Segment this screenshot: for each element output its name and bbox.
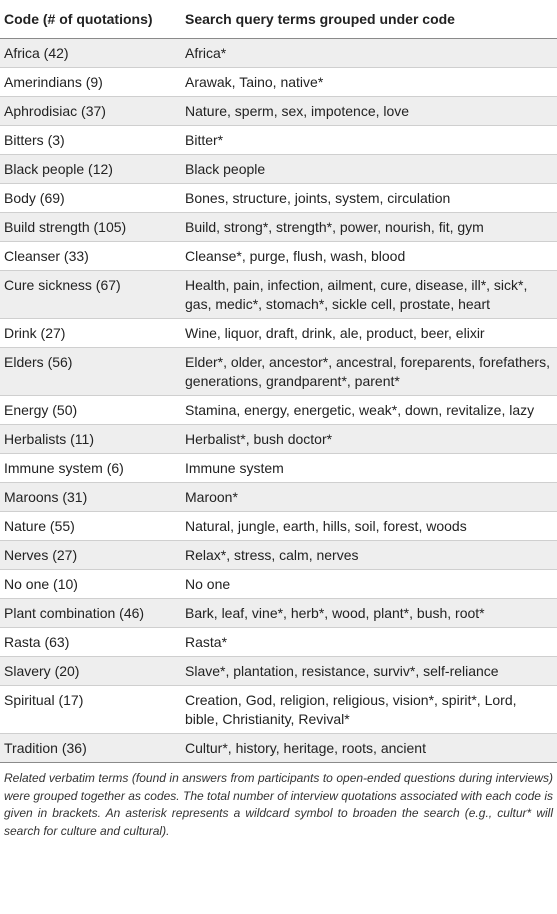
code-cell: Tradition (36) [0,734,181,763]
terms-cell: Bitter* [181,126,557,155]
table-row [0,348,557,396]
terms-cell: Africa* [181,39,557,68]
terms-cell: Wine, liquor, draft, drink, ale, product, beer, elixir [181,319,557,348]
code-cell: Body (69) [0,184,181,213]
code-cell: Nature (55) [0,512,181,541]
code-cell: Black people (12) [0,155,181,184]
terms-cell: Immune system [181,454,557,483]
code-cell: Maroons (31) [0,483,181,512]
table-row [0,657,557,686]
code-cell: Cure sickness (67) [0,271,181,319]
table-row [0,483,557,512]
table-row [0,39,557,68]
code-cell: Aphrodisiac (37) [0,97,181,126]
table-row [0,628,557,657]
table-row [0,734,557,763]
table-row [0,271,557,319]
terms-cell: Stamina, energy, energetic, weak*, down, revitalize, lazy [181,396,557,425]
table-row [0,68,557,97]
table-row [0,425,557,454]
code-cell: Nerves (27) [0,541,181,570]
table-row [0,242,557,271]
table-row [0,155,557,184]
terms-cell: Bones, structure, joints, system, circulation [181,184,557,213]
table-row [0,396,557,425]
terms-cell: Natural, jungle, earth, hills, soil, forest, woods [181,512,557,541]
terms-cell: Build, strong*, strength*, power, nourish, fit, gym [181,213,557,242]
terms-cell: No one [181,570,557,599]
header-row [0,0,557,39]
terms-cell: Relax*, stress, calm, nerves [181,541,557,570]
code-cell: Immune system (6) [0,454,181,483]
table-row [0,126,557,155]
code-cell: Elders (56) [0,348,181,396]
code-cell: Herbalists (11) [0,425,181,454]
table-row [0,686,557,734]
terms-cell: Health, pain, infection, ailment, cure, disease, ill*, sick*, gas, medic*, stomach*, sickle cell, prostate, heart [181,271,557,319]
code-cell: Rasta (63) [0,628,181,657]
code-cell: Cleanser (33) [0,242,181,271]
table-row [0,454,557,483]
code-cell: Spiritual (17) [0,686,181,734]
terms-cell: Cleanse*, purge, flush, wash, blood [181,242,557,271]
table-body [0,39,557,763]
code-cell: Africa (42) [0,39,181,68]
table-row [0,97,557,126]
terms-cell: Arawak, Taino, native* [181,68,557,97]
terms-cell: Nature, sperm, sex, impotence, love [181,97,557,126]
terms-cell: Bark, leaf, vine*, herb*, wood, plant*, bush, root* [181,599,557,628]
header-terms: Search query terms grouped under code [181,0,557,39]
terms-cell: Black people [181,155,557,184]
code-cell: Build strength (105) [0,213,181,242]
code-cell: Plant combination (46) [0,599,181,628]
table-row [0,570,557,599]
code-cell: No one (10) [0,570,181,599]
terms-cell: Elder*, older, ancestor*, ancestral, foreparents, forefathers, generations, grandparent*, parent* [181,348,557,396]
code-cell: Amerindians (9) [0,68,181,97]
header-code: Code (# of quotations) [0,0,181,39]
terms-cell: Herbalist*, bush doctor* [181,425,557,454]
code-cell: Energy (50) [0,396,181,425]
table-row [0,184,557,213]
terms-cell: Slave*, plantation, resistance, surviv*, self-reliance [181,657,557,686]
table-row [0,319,557,348]
code-cell: Bitters (3) [0,126,181,155]
code-cell: Drink (27) [0,319,181,348]
code-cell: Slavery (20) [0,657,181,686]
table-row [0,599,557,628]
table-header [0,0,557,39]
table-footnote: Related verbatim terms (found in answers from participants to open-ended questions during interviews) were grouped together as codes. The total number of interview quotations associated with each code is given in brackets. An asterisk represents a wildcard symbol to broaden the search (e.g., cultur* will search for culture and cultural). [4,771,553,838]
terms-cell: Rasta* [181,628,557,657]
terms-cell: Maroon* [181,483,557,512]
terms-cell: Creation, God, religion, religious, vision*, spirit*, Lord, bible, Christianity, Revival* [181,686,557,734]
table-row [0,213,557,242]
table-row [0,541,557,570]
table-row [0,512,557,541]
terms-cell: Cultur*, history, heritage, roots, ancient [181,734,557,763]
